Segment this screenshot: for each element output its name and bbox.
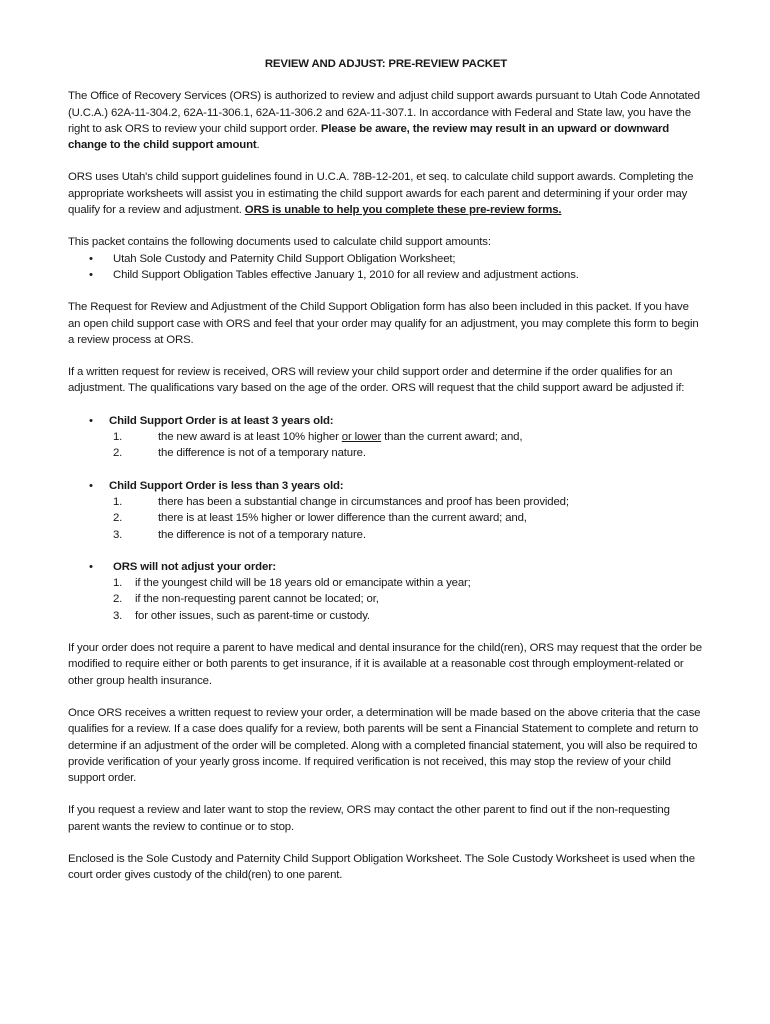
item-text: there has been a substantial change in circumstances and proof has been provided; — [158, 495, 569, 508]
item-number: 2. — [113, 593, 123, 606]
list-item: • Utah Sole Custody and Paternity Child Support Obligation Worksheet; — [68, 251, 704, 267]
list-item: • Child Support Obligation Tables effective January 1, 2010 for all review and adjustment actions. — [68, 267, 704, 283]
item-text: if the youngest child will be 18 years old or emancipate within a year; — [135, 577, 471, 590]
request-form-paragraph: The Request for Review and Adjustment of the Child Support Obligation form has also been included in this packet. If you have an open child support case with ORS and feel that your order may qualify for an adjustment, you may complete this form to begin a review process at ORS. — [68, 301, 699, 346]
document-page — [68, 56, 704, 900]
item-text: the new award is at least 10% higher — [158, 431, 342, 444]
packet-document-list — [68, 251, 704, 284]
criteria-heading: • Child Support Order is at least 3 years old: — [68, 413, 704, 429]
item-number: 1. — [113, 495, 123, 508]
guidelines-text: ORS uses Utah's child support guidelines found in U.C.A. 78B-12-201, et seq. to calculate child support awards. Completing the appropriate worksheets will assist you in estimating the child support awards for each parent and determining if your order may qualify for a review and adjustment. — [68, 171, 694, 217]
list-item — [68, 575, 704, 591]
item-number: 1. — [113, 431, 123, 444]
financial-statement-paragraph: Once ORS receives a written request to review your order, a determination will be made based on the above criteria that the case qualifies for a review. If a case does qualify for a review, both parents will be sent a Financial Statement to complete and return to determine if an adjustment of the order will be completed. Along with a completed financial statement, you will also be required to provide verification of your yearly gross income. If required verification is not received, this may stop the review of your child support order. — [68, 706, 701, 785]
criteria-not-adjust — [68, 559, 704, 624]
item-text: the difference is not of a temporary nature. — [158, 447, 366, 460]
enclosed-paragraph: Enclosed is the Sole Custody and Paternity Child Support Obligation Worksheet. The Sole Custody Worksheet is used when the court order gives custody of the child(ren) to one parent. — [68, 852, 695, 882]
guidelines-notice: ORS is unable to help you complete these pre-review forms. — [244, 204, 562, 217]
list-item — [68, 429, 704, 445]
criteria-heading: • ORS will not adjust your order: — [68, 559, 704, 575]
item-number: 3. — [113, 528, 123, 541]
item-text: if the non-requesting parent cannot be located; or, — [135, 593, 379, 606]
list-item — [68, 527, 704, 543]
item-number: 1. — [113, 577, 123, 590]
intro-text: The Office of Recovery Services (ORS) is authorized to review and adjust child support awards pursuant to Utah Code Annotated (U.C.A.) 62A-11-304.2, 62A-11-306.1, 62A-11-306.2 and 62A-11-307.1. In accordance with Federal and State law, you have the right to ask ORS to review your child support order. — [68, 90, 700, 135]
list-item — [68, 591, 704, 607]
written-request-paragraph: If a written request for review is received, ORS will review your child support order and determine if the order qualifies for an adjustment. The qualifications vary based on the age of the order. ORS will request that the child support award be adjusted if: — [68, 366, 685, 395]
stop-review-paragraph: If you request a review and later want to stop the review, ORS may contact the other parent to find out if the non-requesting parent wants the review to continue or to stop. — [68, 804, 670, 833]
item-text: there is at least 15% higher or lower difference than the current award; and, — [158, 512, 527, 525]
page-title: REVIEW AND ADJUST: PRE-REVIEW PACKET — [264, 58, 508, 70]
item-number: 3. — [113, 609, 123, 622]
list-item — [68, 510, 704, 526]
intro-warning: Please be aware, the review may result in an upward or downward change to the child support amount — [68, 122, 670, 152]
intro-end: . — [256, 139, 260, 152]
item-number: 2. — [113, 512, 123, 525]
criteria-heading: • Child Support Order is less than 3 years old: — [68, 478, 704, 494]
intro-paragraph — [68, 88, 704, 153]
criteria-less-three-years — [68, 478, 704, 543]
item-number: 2. — [113, 447, 123, 460]
list-item — [68, 445, 704, 461]
item-text: for other issues, such as parent-time or custody. — [135, 609, 370, 622]
item-text: than the current award; and, — [381, 431, 523, 444]
item-underline: or lower — [341, 431, 382, 444]
list-item — [68, 608, 704, 624]
insurance-paragraph: If your order does not require a parent to have medical and dental insurance for the child(ren), ORS may request that the order be modified to require either or both parents to get insurance, if it is available at a reasonable cost through employment-related or other group health insurance. — [68, 642, 702, 687]
criteria-three-years — [68, 413, 704, 462]
packet-intro: This packet contains the following documents used to calculate child support amounts: — [68, 236, 491, 249]
item-text: the difference is not of a temporary nature. — [158, 528, 366, 541]
guidelines-paragraph — [68, 169, 704, 218]
list-item — [68, 494, 704, 510]
